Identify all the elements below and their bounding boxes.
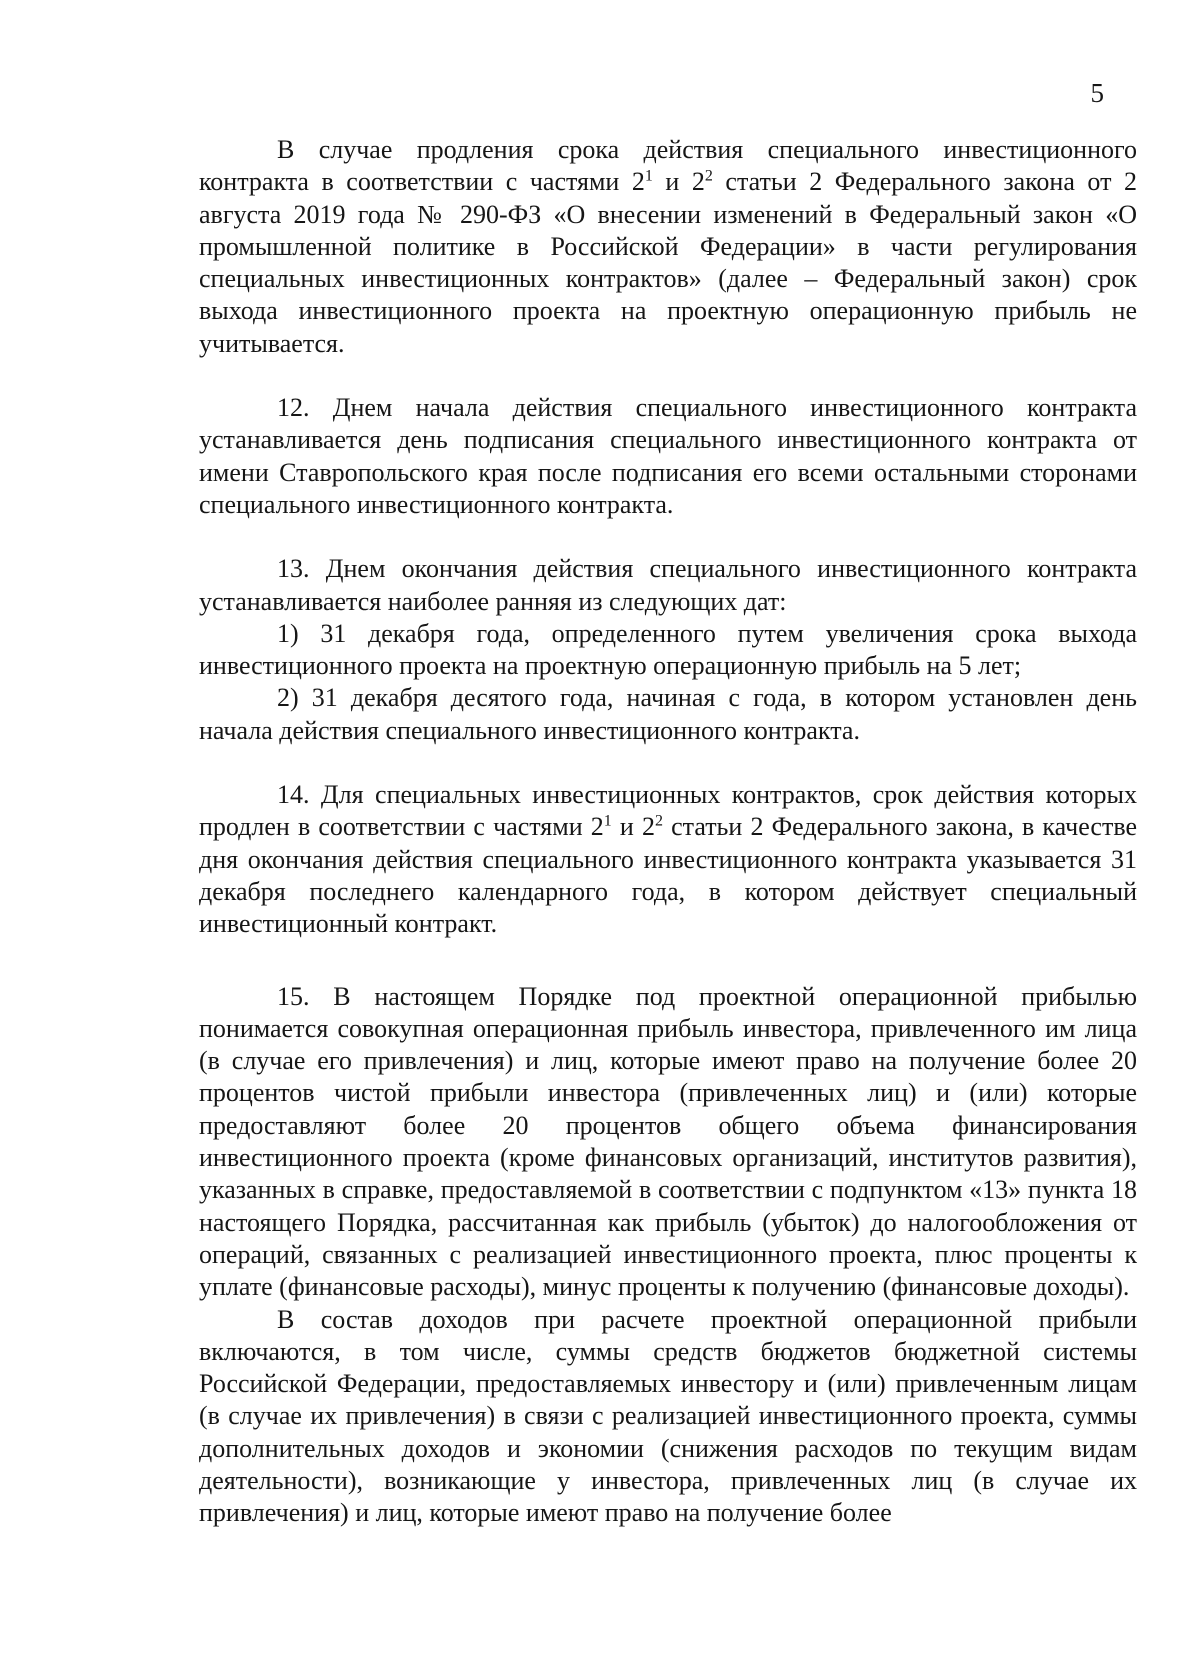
paragraph-13-item-1: 1) 31 декабря года, определенного путем увеличения срока выхода инвестиционного проекта на проектную операционную прибыль на 5 лет; [199, 618, 1137, 681]
paragraph-extension: В случае продления срока действия специального инвестиционного контракта в соответствии с частями $2^1$ и $2^2$ статьи 2 Федерального закона от 2 августа 2019 года № 290-ФЗ «О внесении изменений в Федеральный закон «О промышленной политике в Российской Федерации» в части регулирования специальных инвестиционных контрактов» (далее – Федеральный закон) срок выхода инвестиционного проекта на проектную операционную прибыль не учитывается. [199, 135, 1137, 358]
paragraph-15-income: В состав доходов при расчете проектной операционной прибыли включаются, в том числе, суммы средств бюджетов бюджетной системы Российской Федерации, предоставляемых инвестору и (или) привлеченным лицам (в случае их привлечения) в связи с реализацией инвестиционного проекта, суммы дополнительных доходов и экономии (снижения расходов по текущим видам деятельности), возникающие у инвестора, привлеченных лиц (в случае их привлечения) и лиц, которые имеют право на получение более [199, 1304, 1137, 1528]
page-number: 5 [1090, 78, 1104, 108]
document-body [199, 134, 1137, 1530]
paragraph-15: 15. В настоящем Порядке под проектной операционной прибылью понимается совокупная операционная прибыль инвестора, привлеченного им лица (в случае его привлечения) и лиц, которые имеют право на получение более 20 процентов чистой прибыли инвестора (привлеченных лиц) и (или) которые предоставляют более 20 процентов общего объема финансирования инвестиционного проекта (кроме финансовых организаций, институтов развития), указанных в справке, предоставляемой в соответствии с подпунктом «13» пункта 18 настоящего Порядка, рассчитанная как прибыль (убыток) до налогообложения от операций, связанных с реализацией инвестиционного проекта, плюс проценты к уплате (финансовые расходы), минус проценты к получению (финансовые доходы). [199, 981, 1137, 1302]
paragraph-13: 13. Днем окончания действия специального инвестиционного контракта устанавливается наиболее ранняя из следующих дат: [199, 554, 1137, 616]
paragraph-12: 12. Днем начала действия специального инвестиционного контракта устанавливается день подписания специального инвестиционного контракта от имени Ставропольского края после подписания его всеми остальными сторонами специального инвестиционного контракта. [199, 393, 1137, 519]
paragraph-13-item-2: 2) 31 декабря десятого года, начиная с года, в котором установлен день начала действия специального инвестиционного контракта. [199, 683, 1137, 745]
paragraph-14: 14. Для специальных инвестиционных контрактов, срок действия которых продлен в соответствии с частями $2^1$ и $2^2$ статьи 2 Федерального закона, в качестве дня окончания действия специального инвестиционного контракта указывается 31 декабря последнего календарного года, в котором действует специальный инвестиционный контракт. [199, 780, 1137, 939]
